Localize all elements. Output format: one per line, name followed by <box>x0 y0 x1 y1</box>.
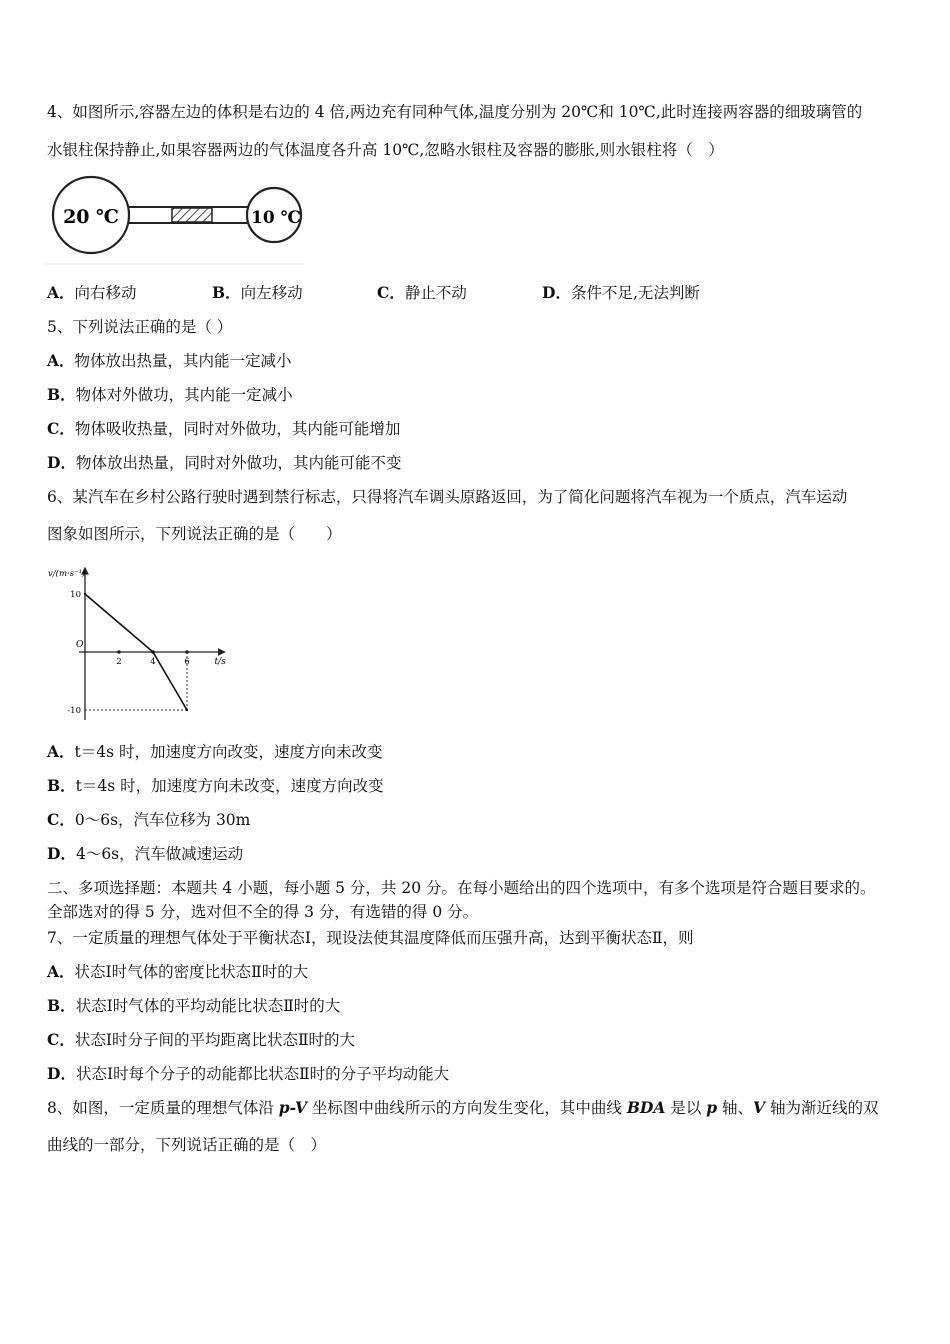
q6-option-b[interactable]: B．t＝4s 时，加速度方向未改变，速度方向改变 <box>47 776 384 795</box>
q5-stem: 5、下列说法正确的是（ ） <box>47 318 233 336</box>
q4-stem-line1: 4、如图所示,容器左边的体积是右边的 4 倍,两边充有同种气体,温度分别为 20℃和 10℃,此时连接两容器的细玻璃管的 <box>47 103 863 121</box>
mercury-column <box>172 208 212 222</box>
q7-option-d[interactable]: D．状态Ⅰ时每个分子的动能都比状态Ⅱ时的分子平均动能大 <box>47 1064 450 1083</box>
q6-option-a[interactable]: A．t＝4s 时，加速度方向改变，速度方向未改变 <box>47 742 383 761</box>
right-temp-label: 10 ℃ <box>251 208 301 228</box>
left-temp-label: 20 ℃ <box>63 206 119 228</box>
q5-option-c[interactable]: C．物体吸收热量，同时对外做功，其内能可能增加 <box>47 419 401 438</box>
q6-stem-line2: 图象如图所示，下列说法正确的是（ ） <box>47 525 342 543</box>
x-axis-label: t/s <box>214 657 226 667</box>
origin-label: O <box>76 640 84 650</box>
q6-option-d[interactable]: D．4～6s，汽车做减速运动 <box>47 844 244 863</box>
x-tick-dot-6 <box>185 650 189 654</box>
q6-stem-line1: 6、某汽车在乡村公路行驶时遇到禁行标志，只得将汽车调头原路返回，为了简化问题将汽车视为一个质点，汽车运动 <box>47 488 848 506</box>
section2-line2: 全部选对的得 5 分，选对但不全的得 3 分，有选错的得 0 分。 <box>47 903 479 921</box>
x-tick-label-4: 4 <box>150 657 156 667</box>
q6-option-c[interactable]: C．0～6s，汽车位移为 30m <box>47 810 251 829</box>
q4-option-d[interactable]: D．条件不足,无法判断 <box>542 283 700 302</box>
y-axis-label: v/(m·s⁻¹) <box>48 569 86 579</box>
y-tick-label-10: 10 <box>70 590 81 600</box>
y-tick-label--10: -10 <box>67 706 81 716</box>
q4-option-c[interactable]: C．静止不动 <box>377 283 467 302</box>
q7-stem: 7、一定质量的理想气体处于平衡状态Ⅰ，现设法使其温度降低而压强升高，达到平衡状态Ⅱ，则 <box>47 929 694 947</box>
q8-stem-line2: 曲线的一部分，下列说话正确的是（ ） <box>47 1136 327 1154</box>
q7-option-a[interactable]: A．状态Ⅰ时气体的密度比状态Ⅱ时的大 <box>47 962 309 981</box>
q4-option-a[interactable]: A．向右移动 <box>47 283 137 302</box>
q4-option-b[interactable]: B．向左移动 <box>212 283 303 302</box>
q4-stem-line2: 水银柱保持静止,如果容器两边的气体温度各升高 10℃,忽略水银柱及容器的膨胀,则水银柱将（ ） <box>47 141 724 159</box>
data-point-0-2 <box>186 709 188 711</box>
q5-option-a[interactable]: A．物体放出热量，其内能一定减小 <box>47 351 292 370</box>
q8-stem-line1: 8、如图，一定质量的理想气体沿 p-V 坐标图中曲线所示的方向发生变化，其中曲线 BDA 是以 p 轴、V 轴为渐近线的双 <box>47 1098 879 1117</box>
section2-line1: 二、多项选择题：本题共 4 小题，每小题 5 分，共 20 分。在每小题给出的四个选项中，有多个选项是符合题目要求的。 <box>47 879 876 897</box>
x-tick-label-6: 6 <box>184 657 190 667</box>
q4-figure-two-bulbs <box>44 168 314 270</box>
data-point-0-0 <box>84 593 86 595</box>
q5-option-d[interactable]: D．物体放出热量，同时对外做功，其内能可能不变 <box>47 453 402 472</box>
q6-vt-chart <box>44 562 244 720</box>
x-tick-dot-2 <box>117 650 121 654</box>
q7-option-c[interactable]: C．状态Ⅰ时分子间的平均距离比状态Ⅱ时的大 <box>47 1030 356 1049</box>
data-point-0-1 <box>152 651 154 653</box>
q7-option-b[interactable]: B．状态Ⅰ时气体的平均动能比状态Ⅱ时的大 <box>47 996 341 1015</box>
x-tick-label-2: 2 <box>116 657 122 667</box>
q5-option-b[interactable]: B．物体对外做功，其内能一定减小 <box>47 385 293 404</box>
